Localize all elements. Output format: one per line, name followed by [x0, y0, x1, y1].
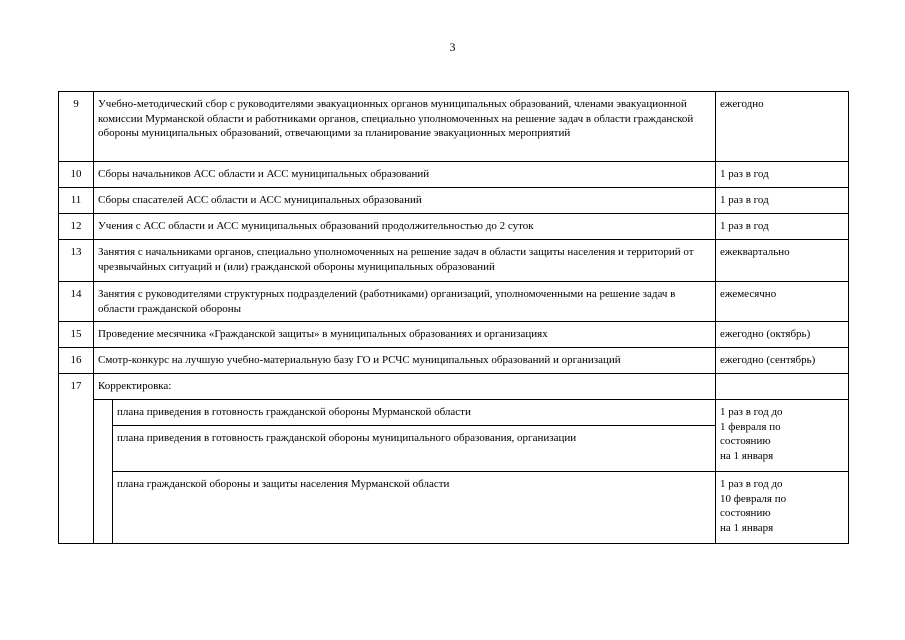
row-number: 15: [59, 322, 94, 348]
event-description: Сборы начальников АСС области и АСС муниципальных образований: [94, 162, 716, 188]
subrow-indent: [94, 400, 113, 544]
table-row: [59, 162, 849, 188]
row-number: 9: [59, 92, 94, 162]
events-table: [58, 91, 849, 544]
table-row: [59, 282, 849, 322]
sub-item-term: 1 раз в год до 10 февраля по состоянию на 1 января: [716, 472, 849, 544]
event-description: Смотр-конкурс на лучшую учебно-материальную базу ГО и РСЧС муниципальных образований и организаций: [94, 348, 716, 374]
table-subrow: [59, 400, 849, 426]
event-term: 1 раз в год: [716, 162, 849, 188]
row-number: 12: [59, 214, 94, 240]
event-term-empty: [716, 374, 849, 400]
event-description: Проведение месячника «Гражданской защиты» в муниципальных образованиях и организациях: [94, 322, 716, 348]
sub-item-term: 1 раз в год до 1 февраля по состоянию на 1 января: [716, 400, 849, 472]
event-term: ежемесячно: [716, 282, 849, 322]
event-description: Сборы спасателей АСС области и АСС муниципальных образований: [94, 188, 716, 214]
table-row: [59, 348, 849, 374]
sub-item-description: плана приведения в готовность гражданской обороны муниципального образования, организации: [113, 426, 716, 472]
row-number: 10: [59, 162, 94, 188]
row-number: 16: [59, 348, 94, 374]
event-term: ежегодно (октябрь): [716, 322, 849, 348]
table-row: [59, 374, 849, 400]
row-number: 14: [59, 282, 94, 322]
sub-item-description: плана приведения в готовность гражданской обороны Мурманской области: [113, 400, 716, 426]
table-row: [59, 322, 849, 348]
event-description: Учения с АСС области и АСС муниципальных образований продолжительностью до 2 суток: [94, 214, 716, 240]
row-number: 13: [59, 240, 94, 282]
table-row: [59, 214, 849, 240]
table-subrow: [59, 472, 849, 544]
page-number: 3: [449, 40, 456, 54]
sub-item-description: плана гражданской обороны и защиты населения Мурманской области: [113, 472, 716, 544]
table-row: [59, 188, 849, 214]
row-number: 17: [59, 374, 94, 544]
event-term: ежеквартально: [716, 240, 849, 282]
event-term: ежегодно (сентябрь): [716, 348, 849, 374]
event-term: 1 раз в год: [716, 214, 849, 240]
table-row: [59, 92, 849, 162]
event-description: Занятия с руководителями структурных подразделений (работниками) организаций, уполномоченными на решение задач в области гражданской обороны: [94, 282, 716, 322]
table-row: [59, 240, 849, 282]
event-description: Корректировка:: [94, 374, 716, 400]
row-number: 11: [59, 188, 94, 214]
event-description: Занятия с начальниками органов, специально уполномоченных на решение задач в области защиты населения и территорий от чрезвычайных ситуаций и (или) гражданской обороны муниципальных образований: [94, 240, 716, 282]
event-term: 1 раз в год: [716, 188, 849, 214]
event-description: Учебно-методический сбор с руководителями эвакуационных органов муниципальных образований, членами эвакуационной комиссии Мурманской области и работниками органов, специально уполномоченных на решение задач в области гражданской обороны муниципальных образований, отвечающими за планирование эвакуационных мероприятий: [94, 92, 716, 162]
event-term: ежегодно: [716, 92, 849, 162]
